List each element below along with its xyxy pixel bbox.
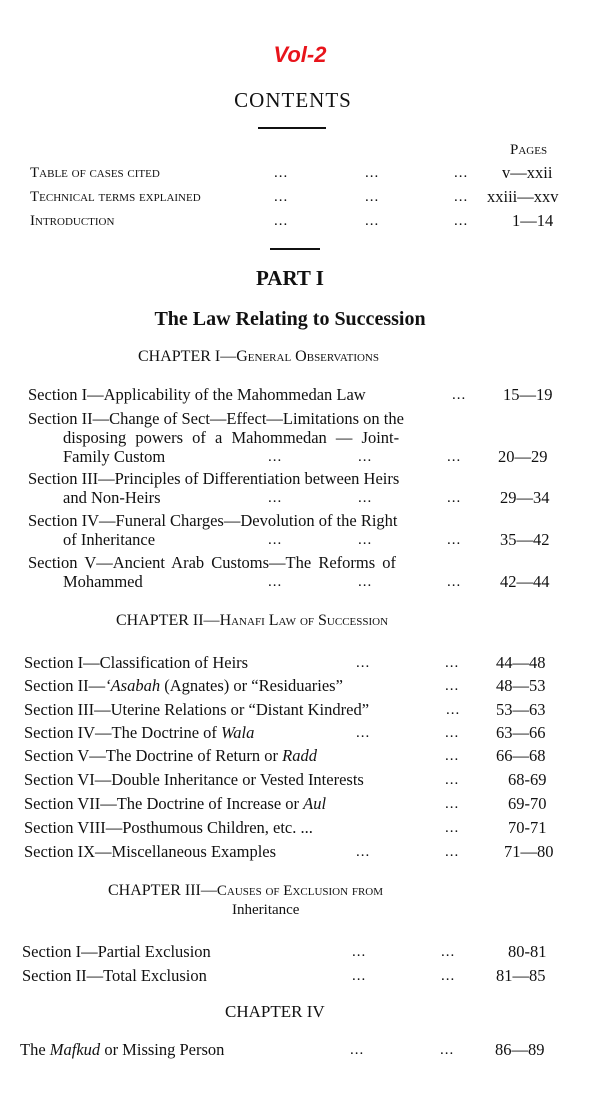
leader-dots: ...	[268, 574, 283, 590]
toc-entry-terms-label: Technical terms explained	[30, 189, 201, 205]
chapter-3-heading-line2: Inheritance	[232, 902, 300, 918]
leader-dots: ...	[447, 532, 462, 548]
ch3-section-1-pages: 80-81	[508, 942, 547, 961]
ch1-section-4-pages: 35—42	[500, 530, 550, 549]
ch3-section-1-label: Section I—Partial Exclusion	[22, 942, 211, 961]
leader-dots: ...	[445, 796, 460, 812]
ch2-section-5-label	[24, 746, 317, 766]
ch1-section-1-pages: 15—19	[503, 385, 553, 404]
chapter-3-heading-line1	[108, 882, 383, 900]
leader-dots: ...	[445, 655, 460, 671]
leader-dots: ...	[454, 165, 469, 181]
leader-dots: ...	[358, 449, 373, 465]
ch2-section-4-label	[24, 723, 254, 743]
toc-entry-intro-label: Introduction	[30, 213, 115, 229]
leader-dots: ...	[352, 968, 367, 984]
ch2-section-3-pages: 53—63	[496, 700, 546, 719]
ch1-section-1-label: Section I—Applicability of the Mahommedan Law	[28, 385, 366, 404]
divider	[270, 248, 320, 250]
ch2-section-2-pages: 48—53	[496, 676, 546, 695]
ch2-section-1-label: Section I—Classification of Heirs	[24, 653, 249, 672]
ch1-section-5-pages: 42—44	[500, 572, 550, 591]
chapter-2-heading-title: Hanafi Law of Succession	[219, 612, 389, 629]
part-subtitle: The Law Relating to Succession	[154, 308, 426, 330]
leader-dots: ...	[274, 189, 289, 205]
leader-dots: ...	[356, 844, 371, 860]
leader-dots: ...	[441, 944, 456, 960]
leader-dots: ...	[447, 449, 462, 465]
ch1-section-5-line1: Section V—Ancient Arab Customs—The Reforms of	[28, 553, 397, 572]
ch2-section-5-pre: Section V—The Doctrine of Return or	[24, 746, 283, 765]
leader-dots: ...	[365, 213, 380, 229]
ch2-section-7-pages: 69-70	[508, 794, 547, 813]
leader-dots: ...	[454, 213, 469, 229]
toc-entry-cases-pages: v—xxii	[502, 163, 553, 182]
part-title: PART I	[256, 266, 324, 290]
leader-dots: ...	[352, 944, 367, 960]
leader-dots: ...	[358, 490, 373, 506]
ch2-section-1-pages: 44—48	[496, 653, 546, 672]
leader-dots: ...	[454, 189, 469, 205]
leader-dots: ...	[445, 820, 460, 836]
leader-dots: ...	[274, 213, 289, 229]
ch1-section-2-line1: Section II—Change of Sect—Effect—Limitations on the	[28, 409, 404, 428]
leader-dots: ...	[441, 968, 456, 984]
leader-dots: ...	[356, 725, 371, 741]
leader-dots: ...	[350, 1042, 365, 1058]
ch4-entry-term: Mafkud	[49, 1040, 101, 1059]
volume-label: Vol-2	[273, 42, 327, 67]
leader-dots: ...	[445, 772, 460, 788]
ch2-section-6-label: Section VI—Double Inheritance or Vested Interests	[24, 770, 364, 789]
ch1-section-3-pages: 29—34	[500, 488, 550, 507]
ch2-section-5-pages: 66—68	[496, 746, 546, 765]
ch2-section-7-term: Aul	[303, 794, 327, 813]
leader-dots: ...	[445, 844, 460, 860]
chapter-2-heading-main: CHAPTER II—	[116, 612, 220, 629]
leader-dots: ...	[447, 490, 462, 506]
ch2-section-8-label: Section VIII—Posthumous Children, etc. ...	[24, 818, 313, 837]
ch2-section-2-post: (Agnates) or “Residuaries”	[160, 676, 343, 695]
leader-dots: ...	[446, 702, 461, 718]
chapter-3-heading-main: CHAPTER III—	[108, 882, 217, 899]
ch2-section-7-pre: Section VII—The Doctrine of Increase or	[24, 794, 304, 813]
leader-dots: ...	[452, 387, 467, 403]
chapter-3-heading-title: Causes of Exclusion from	[216, 883, 384, 899]
ch2-section-6-pages: 68-69	[508, 770, 547, 789]
ch2-section-9-label: Section IX—Miscellaneous Examples	[24, 842, 277, 861]
divider	[258, 127, 326, 129]
leader-dots: ...	[365, 189, 380, 205]
ch2-section-7-label	[24, 794, 326, 814]
ch3-section-2-label: Section II—Total Exclusion	[22, 966, 207, 985]
chapter-4-heading: CHAPTER IV	[225, 1002, 325, 1021]
leader-dots: ...	[356, 655, 371, 671]
ch2-section-4-pre: Section IV—The Doctrine of	[24, 723, 222, 742]
leader-dots: ...	[445, 678, 460, 694]
chapter-1-heading	[138, 348, 379, 366]
toc-entry-cases-label: Table of cases cited	[30, 165, 160, 181]
ch2-section-2-term: ‘Asabah	[105, 676, 161, 695]
chapter-1-heading-title: General Observations	[236, 348, 379, 365]
toc-entry-intro-pages: 1—14	[512, 211, 554, 230]
ch2-section-3-label: Section III—Uterine Relations or “Distant Kindred”	[24, 700, 370, 719]
ch1-section-2-line3: Family Custom	[63, 447, 166, 466]
ch2-section-2-pre: Section II—	[24, 676, 106, 695]
leader-dots: ...	[268, 490, 283, 506]
leader-dots: ...	[365, 165, 380, 181]
leader-dots: ...	[358, 574, 373, 590]
ch4-entry-post: or Missing Person	[100, 1040, 225, 1059]
leader-dots: ...	[445, 748, 460, 764]
page-title: CONTENTS	[234, 88, 352, 112]
ch1-section-2-pages: 20—29	[498, 447, 548, 466]
ch4-entry-pages: 86—89	[495, 1040, 545, 1059]
ch1-section-4-line1: Section IV—Funeral Charges—Devolution of the Right	[28, 511, 398, 530]
ch1-section-3-line1: Section III—Principles of Differentiation between Heirs	[28, 469, 400, 488]
leader-dots: ...	[358, 532, 373, 548]
ch2-section-5-term: Radd	[282, 746, 317, 765]
ch2-section-4-term: Wala	[221, 723, 255, 742]
ch1-section-4-line2: of Inheritance	[63, 530, 156, 549]
leader-dots: ...	[445, 725, 460, 741]
ch1-section-3-line2: and Non-Heirs	[63, 488, 161, 507]
ch3-section-2-pages: 81—85	[496, 966, 546, 985]
toc-entry-terms-pages: xxiii—xxv	[487, 187, 559, 206]
ch4-entry-label	[20, 1040, 224, 1060]
chapter-2-heading	[116, 612, 388, 630]
ch2-section-4-pages: 63—66	[496, 723, 546, 742]
leader-dots: ...	[440, 1042, 455, 1058]
ch1-section-2-line2: disposing powers of a Mahommedan — Joint-	[63, 428, 400, 447]
ch4-entry-pre: The	[20, 1040, 50, 1059]
ch1-section-5-line2: Mohammed	[63, 572, 143, 591]
chapter-1-heading-main: CHAPTER I—	[138, 348, 237, 365]
ch2-section-8-pages: 70-71	[508, 818, 547, 837]
leader-dots: ...	[268, 532, 283, 548]
leader-dots: ...	[268, 449, 283, 465]
ch2-section-2-label	[24, 676, 343, 696]
ch2-section-9-pages: 71—80	[504, 842, 554, 861]
leader-dots: ...	[447, 574, 462, 590]
pages-column-header: Pages	[510, 142, 548, 158]
leader-dots: ...	[274, 165, 289, 181]
